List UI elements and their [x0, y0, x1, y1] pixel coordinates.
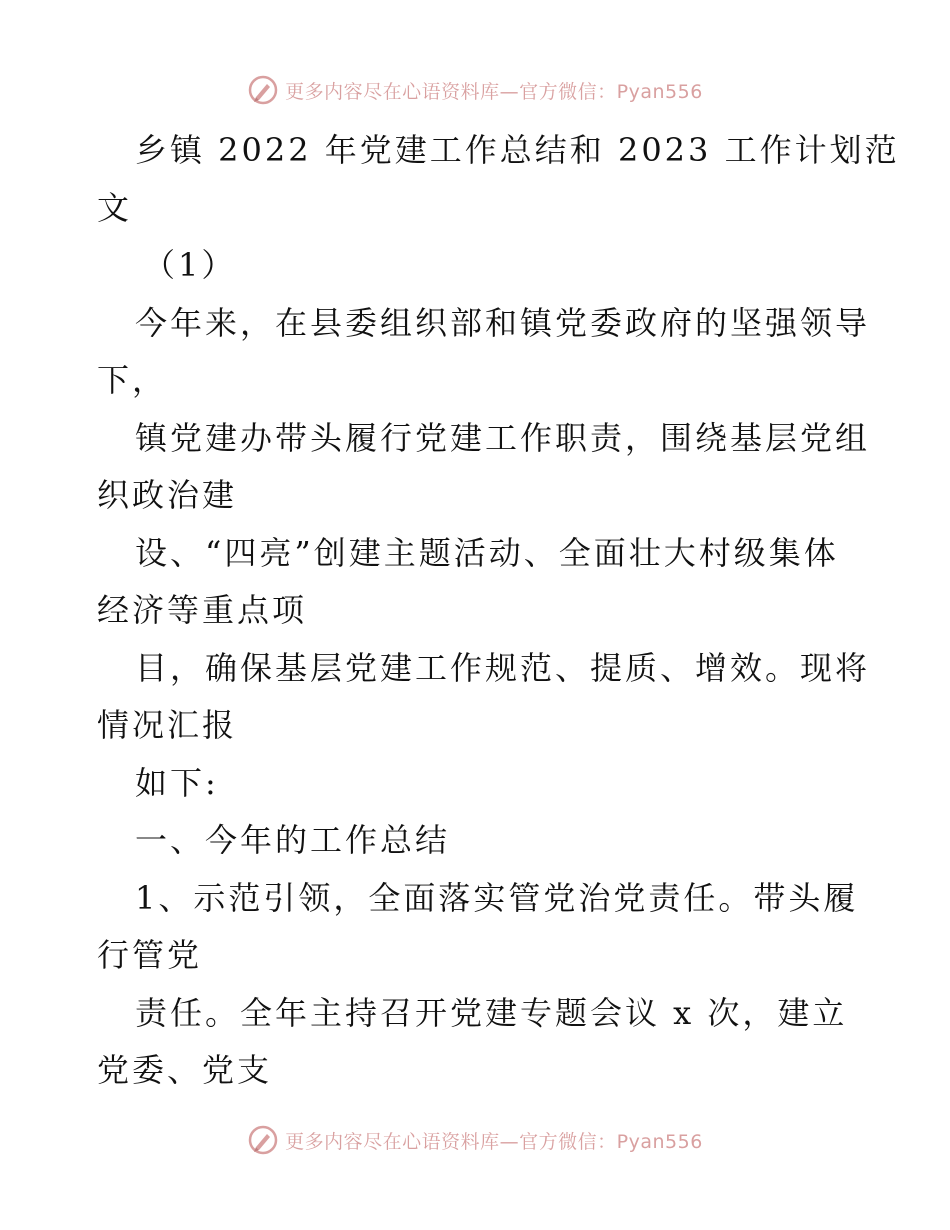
title-line-2: 文: [97, 188, 133, 227]
section-number: （1）: [143, 246, 237, 284]
paragraph-line: 织政治建: [97, 476, 238, 514]
section-heading: 一、今年的工作总结: [135, 821, 451, 859]
paragraph-line: 行管党: [97, 936, 203, 974]
paragraph-line: 目，确保基层党建工作规范、提质、增效。现将: [135, 648, 871, 687]
watermark-text: 更多内容尽在心语资料库—官方微信：Pyan556: [285, 80, 703, 103]
paragraph-line: 党委、党支: [97, 1051, 273, 1089]
paragraph-line: 经济等重点项: [97, 591, 308, 629]
paragraph-line: 如下:: [135, 763, 219, 802]
paragraph-line: 1、示范引领，全面落实管党治党责任。带头履: [135, 878, 859, 917]
paragraph-line: 情况汇报: [97, 706, 238, 744]
pen-logo-icon: [247, 74, 279, 106]
watermark-footer: [0, 1120, 950, 1160]
paragraph-line: 设、“四亮”创建主题活动、全面壮大村级集体: [135, 533, 839, 572]
paragraph-line: 责任。全年主持召开党建专题会议 x 次，建立: [135, 993, 848, 1032]
pen-logo-icon: [247, 1124, 279, 1156]
paragraph-line: 镇党建办带头履行党建工作职责，围绕基层党组: [135, 418, 871, 457]
watermark-text: 更多内容尽在心语资料库—官方微信：Pyan556: [285, 1130, 703, 1153]
title-line-1: 乡镇 2022 年党建工作总结和 2023 工作计划范: [135, 131, 900, 169]
paragraph-line: 下，: [97, 361, 168, 399]
watermark-header: [0, 70, 950, 110]
document-body: [97, 122, 900, 1100]
paragraph-line: 今年来，在县委组织部和镇党委政府的坚强领导: [135, 303, 871, 342]
